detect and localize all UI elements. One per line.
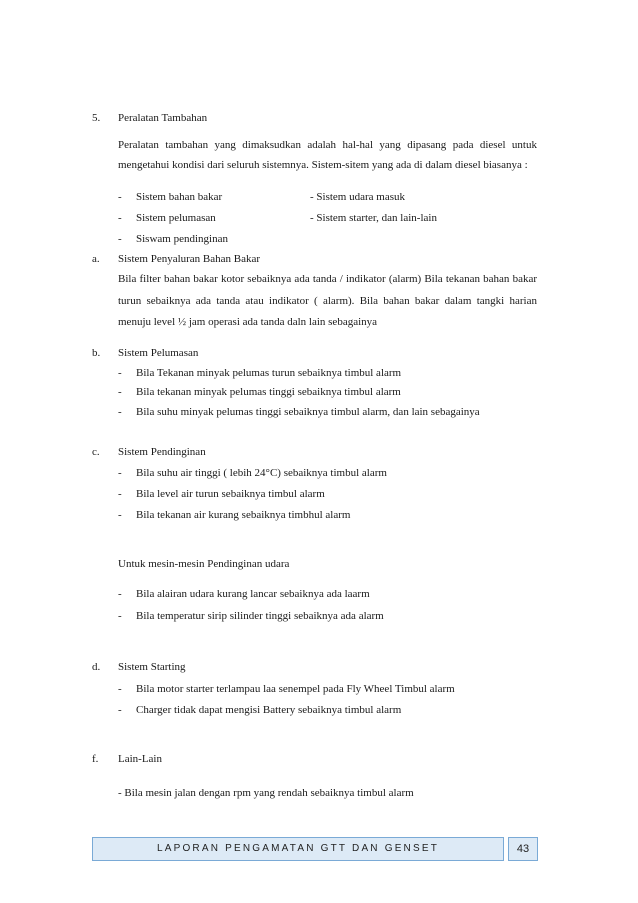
section-a-line-1: Bila filter bahan bakar kotor sebaiknya ada tanda / indikator (alarm) Bila tekanan bahan bakar (118, 273, 537, 285)
list-bullet: - (118, 610, 122, 622)
list-bullet: - (118, 367, 122, 379)
list-item: Bila suhu air tinggi ( lebih 24°C) sebaiknya timbul alarm (136, 467, 387, 479)
section-a-line-3: menuju level ½ jam operasi ada tanda daln lain sebagainya (118, 316, 378, 328)
list-item-right: - Sistem udara masuk (310, 191, 406, 203)
list-bullet: - (118, 588, 122, 600)
list-item: Charger tidak dapat mengisi Battery sebaiknya timbul alarm (136, 704, 402, 716)
section-a-number: a. (92, 253, 100, 265)
section-5-title: Peralatan Tambahan (118, 112, 208, 124)
list-bullet: - (118, 467, 122, 479)
section-5-paragraph-line-2: mengetahui kondisi dari seluruh sistemnya. Sistem-sitem yang ada di dalam diesel biasanya : (118, 159, 528, 171)
list-item: Bila suhu minyak pelumas tinggi sebaiknya timbul alarm, dan lain sebagainya (136, 406, 480, 418)
section-a-title: Sistem Penyaluran Bahan Bakar (118, 253, 261, 265)
subsection-title: Untuk mesin-mesin Pendinginan udara (118, 558, 290, 570)
list-item: Bila level air turun sebaiknya timbul alarm (136, 488, 325, 500)
list-bullet: - (118, 212, 122, 224)
section-5-paragraph-line-1: Peralatan tambahan yang dimaksudkan adalah hal-hal yang dipasang pada diesel untuk (118, 139, 537, 151)
list-bullet: - (118, 509, 122, 521)
section-b-number: b. (92, 347, 101, 359)
list-bullet: - (118, 191, 122, 203)
list-item-left: Sistem bahan bakar (136, 191, 223, 203)
section-d-title: Sistem Starting (118, 661, 186, 673)
list-item: Bila temperatur sirip silinder tinggi sebaiknya ada alarm (136, 610, 384, 622)
section-5-number: 5. (92, 112, 101, 124)
list-item: Bila motor starter terlampau laa senempel pada Fly Wheel Timbul alarm (136, 683, 455, 695)
section-d-number: d. (92, 661, 101, 673)
list-bullet: - (118, 386, 122, 398)
page-number: 43 (508, 837, 538, 861)
list-bullet: - (118, 233, 122, 245)
section-f-title: Lain-Lain (118, 753, 162, 765)
section-f-number: f. (92, 753, 99, 765)
list-item: Bila alairan udara kurang lancar sebaiknya ada laarm (136, 588, 370, 600)
list-item-right: - Sistem starter, dan lain-lain (310, 212, 437, 224)
list-item: Bila tekanan minyak pelumas tinggi sebaiknya timbul alarm (136, 386, 401, 398)
section-f-line: - Bila mesin jalan dengan rpm yang rendah sebaiknya timbul alarm (118, 787, 414, 799)
footer-title: LAPORAN PENGAMATAN GTT DAN GENSET (156, 843, 440, 854)
section-c-number: c. (92, 446, 100, 458)
section-a-line-2: turun sebaiknya ada tanda atau indikator ( alarm). Bila bahan bakar dalam tangki harian (118, 295, 537, 307)
list-item-left: Siswam pendinginan (136, 233, 228, 245)
list-bullet: - (118, 488, 122, 500)
list-item: Bila Tekanan minyak pelumas turun sebaiknya timbul alarm (136, 367, 402, 379)
section-b-title: Sistem Pelumasan (118, 347, 199, 359)
list-bullet: - (118, 704, 122, 716)
section-c-title: Sistem Pendinginan (118, 446, 206, 458)
list-item: Bila tekanan air kurang sebaiknya timbhul alarm (136, 509, 351, 521)
list-item-left: Sistem pelumasan (136, 212, 216, 224)
list-bullet: - (118, 683, 122, 695)
list-bullet: - (118, 406, 122, 418)
footer-bar (92, 837, 504, 861)
